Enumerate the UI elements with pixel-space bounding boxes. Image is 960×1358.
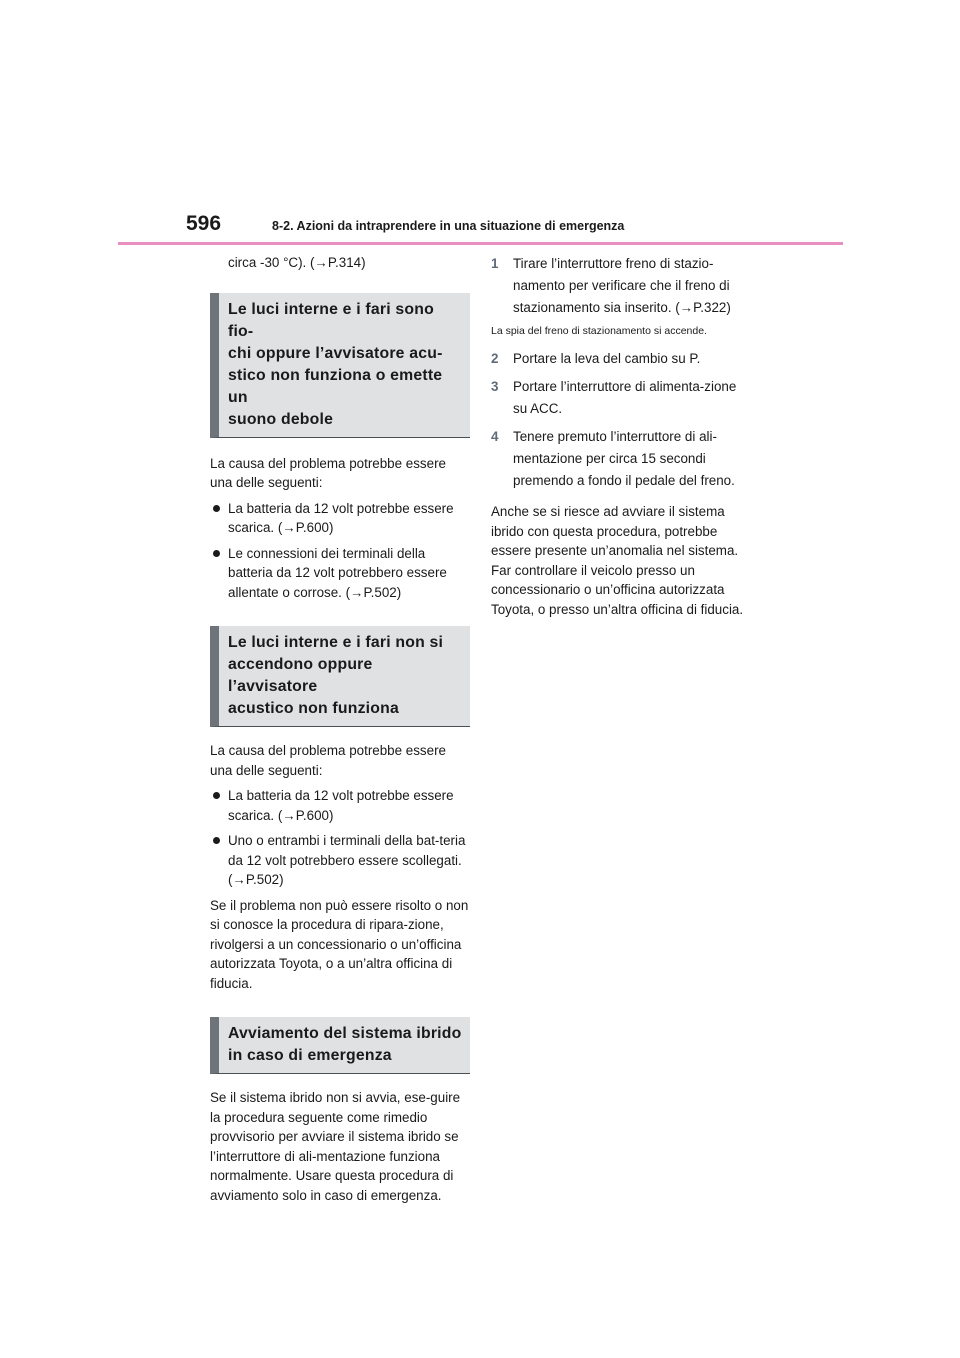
right-column: [491, 253, 747, 619]
step-item: [491, 426, 747, 492]
step-text: Tenere premuto l’interruttore di ali-mentazione per circa 15 secondi premendo a fondo il pedale del freno.: [513, 429, 735, 488]
heading-weak-lights: [210, 293, 470, 438]
step-text: Portare l’interruttore di alimenta-zione su ACC.: [513, 379, 737, 416]
heading-emergency-start: [210, 1017, 470, 1074]
cause-text: La causa del problema potrebbe essere una delle seguenti:: [210, 743, 446, 778]
heading-line: Le luci interne e i fari sono fio-: [228, 300, 434, 340]
procedure-steps: [491, 253, 747, 319]
step-number: 1: [491, 256, 499, 271]
step-number: 4: [491, 429, 499, 444]
left-column: [210, 253, 470, 1205]
heading-line: acustico non funziona: [228, 700, 399, 717]
list-item: Le connessioni dei terminali della batteria da 12 volt potrebbero essere allentate o corrose. (→P.502): [210, 544, 470, 603]
section-header: 8-2. Azioni da intraprendere in una situazione di emergenza: [272, 219, 625, 233]
heading-line: stico non funziona o emette un: [228, 366, 443, 406]
step-text: Tirare l’interruttore freno di stazio-namento per verificare che il freno di stazionamento sia inserito. (→P.322): [513, 256, 731, 315]
continued-text: circa -30 °C). (→P.314): [228, 255, 366, 270]
step-number: 3: [491, 379, 499, 394]
heading-title: [228, 632, 462, 720]
heading-line: Avviamento del sistema ibrido: [228, 1025, 462, 1042]
step-item: [491, 348, 747, 370]
cause-list: [210, 786, 470, 890]
cause-text: La causa del problema potrebbe essere una delle seguenti:: [210, 455, 446, 490]
heading-line: Le luci interne e i fari non si: [228, 634, 444, 651]
header-divider: [118, 242, 843, 245]
cause-list: [210, 499, 470, 603]
heading-line: chi oppure l’avvisatore acu-: [228, 344, 443, 362]
heading-no-lights: [210, 626, 470, 727]
heading-line: accendono oppure l’avvisatore: [228, 656, 373, 695]
procedure-intro: Se il sistema ibrido non si avvia, ese-guire la procedura seguente come rimedio provvisorio per avviare il sistema ibrido se l’interruttore di ali-mentazione funziona normalmente. Usare questa procedura di avviamento solo in caso di emergenza.: [210, 1090, 461, 1203]
advice-text: Se il problema non può essere risolto o non si conosce la procedura di ripara-zione, rivolgersi a un concessionario o un’officina autorizzata Toyota, o a un’altra officina di fiducia.: [210, 897, 469, 991]
list-item: La batteria da 12 volt potrebbe essere scarica. (→P.600): [210, 499, 470, 538]
step-item: [491, 376, 747, 420]
heading-line: in caso di emergenza: [228, 1047, 392, 1064]
heading-title: [228, 299, 462, 431]
step-note: La spia del freno di stazionamento si accende.: [491, 325, 707, 337]
step-item: [491, 253, 747, 319]
heading-line: suono debole: [228, 410, 334, 428]
procedure-steps: [491, 348, 747, 492]
heading-title: [228, 1023, 462, 1067]
list-item: La batteria da 12 volt potrebbe essere scarica. (→P.600): [210, 786, 470, 825]
list-item: Uno o entrambi i terminali della bat-teria da 12 volt potrebbero essere scollegati. (→P.502): [210, 831, 470, 890]
step-text: Portare la leva del cambio su P.: [513, 351, 701, 366]
step-number: 2: [491, 351, 499, 366]
page-number: 596: [186, 212, 222, 235]
closing-text: Anche se si riesce ad avviare il sistema ibrido con questa procedura, potrebbe essere presente un’anomalia nel sistema. Far controllare il veicolo presso un concessionario o un’officina autorizzata Toyota, o presso un’altra officina di fiducia.: [491, 504, 744, 617]
